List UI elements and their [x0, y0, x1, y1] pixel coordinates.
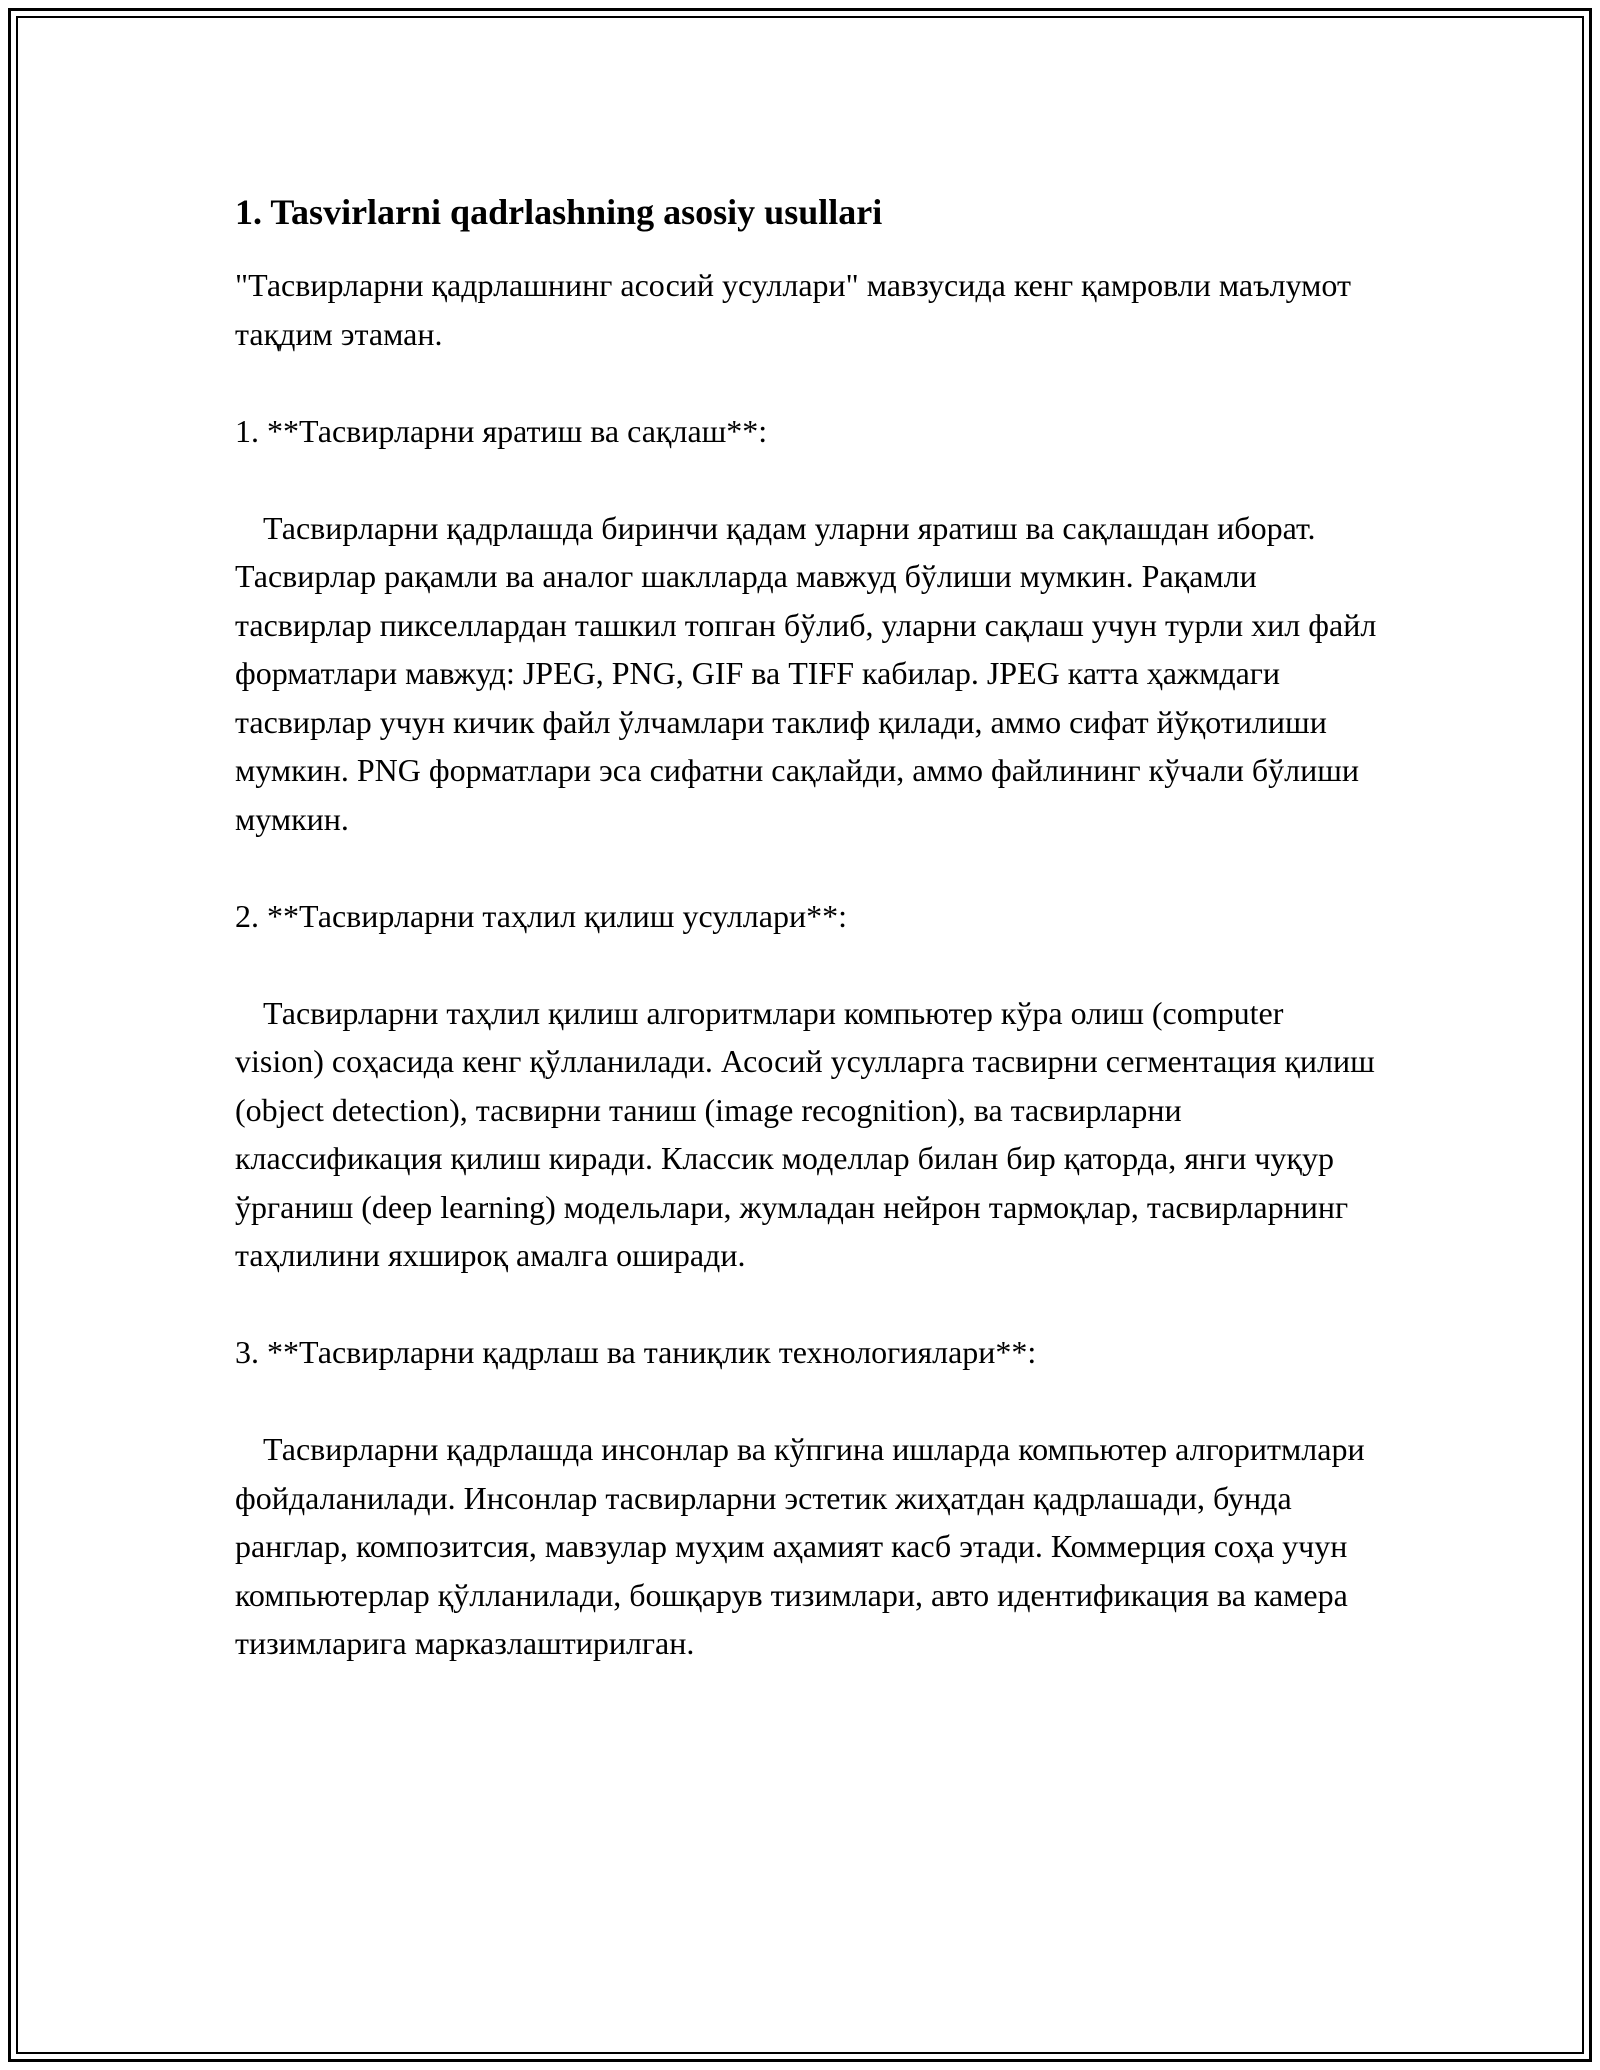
- section-heading: 2. **Тасвирларни таҳлил қилиш усуллари**:: [235, 897, 847, 934]
- section-paragraph: Тасвирларни қадрлашда биринчи қадам уларни яратиш ва сақлашдан иборат. Тасвирлар рақамли ва аналог шаклларда мавжуд бўлиши мумкин. Рақамли тасвирлар пикселлардан ташкил топган бўлиб, уларни сақлаш учун турли хил файл форматлари мавжуд: JPEG, PNG, GIF ва TIFF кабилар. JPEG катта ҳажмдаги тасвирлар учун кичик файл ўлчамлари таклиф қилади, аммо сифат йўқотилиши мумкин. PNG форматлари эса сифатни сақлайди, аммо файлининг кўчали бўлиши мумкин.: [235, 509, 1377, 837]
- document-title: 1. Tasvirlarni qadrlashning asosiy usullari: [235, 192, 883, 232]
- intro-paragraph: "Тасвирларни қадрлашнинг асосий усуллари" мавзусида кенг қамровли маълумот тақдим этаман.: [235, 267, 1351, 352]
- section-paragraph: Тасвирларни таҳлил қилиш алгоритмлари компьютер кўра олиш (computer vision) соҳасида кенг қўлланилади. Асосий усулларга тасвирни сегментация қилиш (object detection), тасвирни таниш (image recognition), ва тасвирларни классификация қилиш киради. Классик моделлар билан бир қаторда, янги чуқур ўрганиш (deep learning) модельлари, жумладан нейрон тармоқлар, тасвирларнинг таҳлилини яхшироқ амалга оширади.: [235, 994, 1375, 1273]
- section-heading: 1. **Тасвирларни яратиш ва сақлаш**:: [235, 412, 768, 449]
- section-paragraph: Тасвирларни қадрлашда инсонлар ва кўпгина ишларда компьютер алгоритмлари фойдаланилади. Инсонлар тасвирларни эстетик жиҳатдан қадрлашади, бунда ранглар, композитсия, мавзулар муҳим аҳамият касб этади. Коммерция соҳа учун компьютерлар қўлланилади, бошқарув тизимлари, авто идентификация ва камера тизимларига марказлаштирилган.: [235, 1431, 1365, 1661]
- section-heading: 3. **Тасвирларни қадрлаш ва таниқлик технологиялари**:: [235, 1334, 1037, 1370]
- document-body: [235, 190, 1380, 1668]
